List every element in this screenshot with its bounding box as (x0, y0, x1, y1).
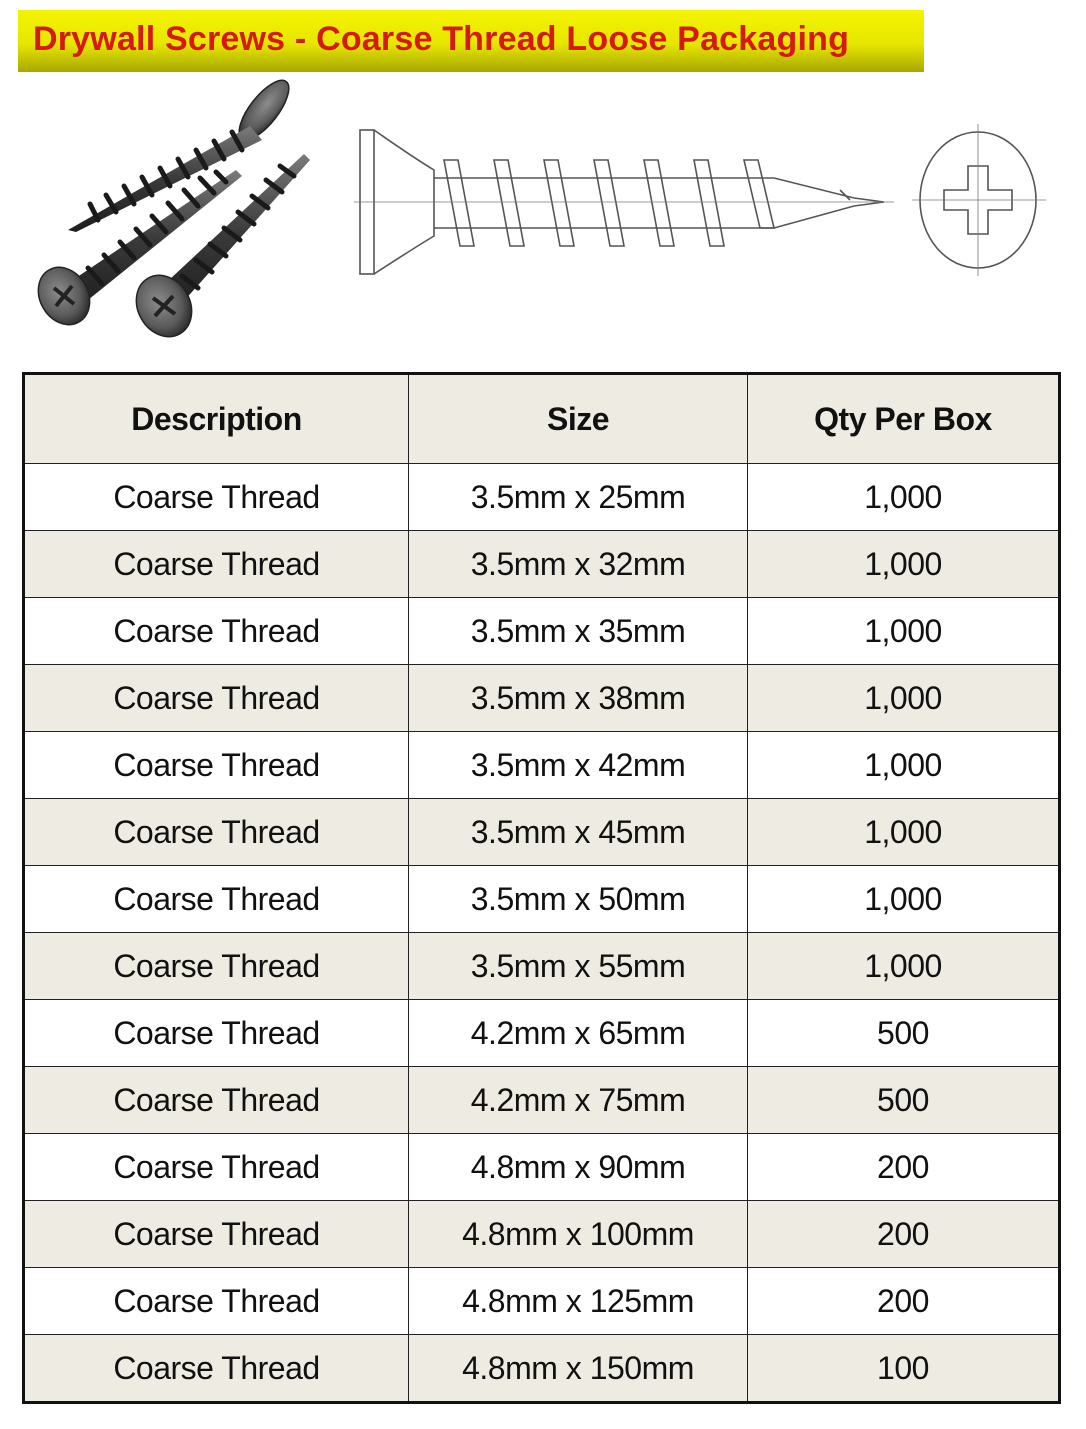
cell-qty: 1,000 (748, 665, 1060, 732)
cell-qty: 200 (748, 1134, 1060, 1201)
cell-size: 3.5mm x 25mm (409, 464, 748, 531)
cell-description: Coarse Thread (24, 1335, 409, 1403)
cell-qty: 200 (748, 1268, 1060, 1335)
cell-qty: 1,000 (748, 464, 1060, 531)
cell-description: Coarse Thread (24, 531, 409, 598)
cell-description: Coarse Thread (24, 1201, 409, 1268)
cell-description: Coarse Thread (24, 1134, 409, 1201)
table-row (24, 1067, 1060, 1134)
cell-size: 4.8mm x 125mm (409, 1268, 748, 1335)
cell-qty: 1,000 (748, 866, 1060, 933)
cell-qty: 200 (748, 1201, 1060, 1268)
cell-description: Coarse Thread (24, 1000, 409, 1067)
cell-size: 3.5mm x 45mm (409, 799, 748, 866)
cell-size: 3.5mm x 50mm (409, 866, 748, 933)
table-header-row (24, 374, 1060, 464)
cell-description: Coarse Thread (24, 866, 409, 933)
table-row (24, 732, 1060, 799)
cell-size: 4.8mm x 100mm (409, 1201, 748, 1268)
table-row (24, 531, 1060, 598)
cell-size: 3.5mm x 32mm (409, 531, 748, 598)
cell-qty: 500 (748, 1000, 1060, 1067)
table-row (24, 598, 1060, 665)
cell-size: 4.8mm x 90mm (409, 1134, 748, 1201)
header-description: Description (24, 374, 409, 464)
cell-qty: 1,000 (748, 933, 1060, 1000)
cell-size: 4.2mm x 65mm (409, 1000, 748, 1067)
cell-qty: 1,000 (748, 799, 1060, 866)
cell-description: Coarse Thread (24, 799, 409, 866)
cell-qty: 1,000 (748, 598, 1060, 665)
cell-size: 4.8mm x 150mm (409, 1335, 748, 1403)
header-qty: Qty Per Box (748, 374, 1060, 464)
header-size: Size (409, 374, 748, 464)
cell-qty: 500 (748, 1067, 1060, 1134)
cell-description: Coarse Thread (24, 732, 409, 799)
page-title: Drywall Screws - Coarse Thread Loose Packaging (33, 20, 850, 58)
spec-table-container (22, 372, 1058, 1413)
cell-size: 3.5mm x 35mm (409, 598, 748, 665)
cell-size: 4.2mm x 75mm (409, 1067, 748, 1134)
table-row (24, 799, 1060, 866)
table-row (24, 464, 1060, 531)
cell-qty: 1,000 (748, 531, 1060, 598)
cell-qty: 100 (748, 1335, 1060, 1403)
screws-photo-icon (36, 72, 312, 344)
table-row (24, 1201, 1060, 1268)
cell-description: Coarse Thread (24, 1268, 409, 1335)
cell-qty: 1,000 (748, 732, 1060, 799)
table-row (24, 933, 1060, 1000)
table-row (24, 665, 1060, 732)
cell-size: 3.5mm x 55mm (409, 933, 748, 1000)
cell-description: Coarse Thread (24, 933, 409, 1000)
cell-description: Coarse Thread (24, 464, 409, 531)
table-row (24, 1134, 1060, 1201)
table-row (24, 1335, 1060, 1403)
cell-description: Coarse Thread (24, 598, 409, 665)
cell-size: 3.5mm x 38mm (409, 665, 748, 732)
spec-table (22, 372, 1061, 1404)
table-row (24, 1268, 1060, 1335)
table-row (24, 1000, 1060, 1067)
cell-size: 3.5mm x 42mm (409, 732, 748, 799)
title-banner (18, 10, 924, 72)
cell-description: Coarse Thread (24, 1067, 409, 1134)
screw-diagram-icon (354, 118, 1054, 278)
cell-description: Coarse Thread (24, 665, 409, 732)
table-row (24, 866, 1060, 933)
